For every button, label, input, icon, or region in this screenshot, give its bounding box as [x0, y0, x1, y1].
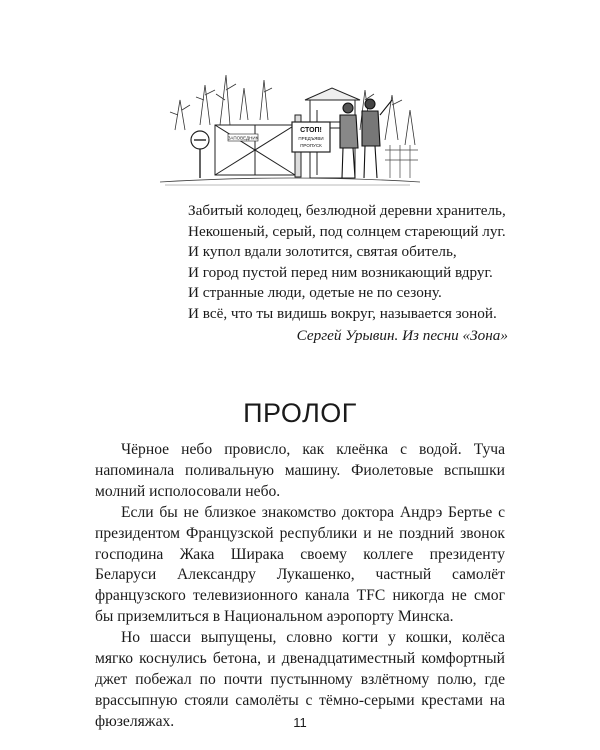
epigraph-line: И всё, что ты видишь вокруг, называется зоной.	[188, 304, 497, 322]
body-text	[95, 440, 505, 733]
epigraph-line: И город пустой перед ним возникающий вдруг.	[188, 263, 493, 281]
paragraph: Чёрное небо провисло, как клеёнка с водой. Туча напоминала поливальную машину. Фиолетовые вспышки молний исполосовали небо.	[95, 441, 505, 500]
epigraph-line: Некошеный, серый, под солнцем стареющий луг.	[188, 222, 506, 240]
gate-label: ЗАПОВЕДНИК	[227, 135, 259, 141]
chapter-title: ПРОЛОГ	[243, 398, 357, 429]
sign-line-pass: ПРОПУСК	[300, 143, 322, 148]
page-number: 11	[293, 715, 307, 730]
epigraph-author: Сергей Урывин. Из песни «Зона»	[296, 326, 508, 344]
epigraph	[188, 201, 508, 346]
epigraph-line: И странные люди, одетые не по сезону.	[188, 284, 442, 302]
checkpoint-illustration	[160, 70, 420, 188]
sign-line-present: ПРЕДЪЯВИ	[298, 136, 324, 141]
fence	[385, 145, 418, 178]
epigraph-line: Забитый колодец, безлюдной деревни хранитель,	[188, 202, 506, 219]
epigraph-line: И купол вдали золотится, святая обитель,	[188, 243, 457, 261]
soldiers	[340, 99, 392, 178]
checkpoint-sketch	[160, 70, 420, 188]
paragraph: Если бы не близкое знакомство доктора Андрэ Бертье с президентом Французской республики и не поздний звонок господина Жака Ширака своему коллеге президенту Беларуси Александру Лукашенко, частный самолёт французского телевизионного канала TFC никогда не смог бы приземлиться в Национальном аэропорту Минска.	[95, 503, 505, 626]
paragraph: Но шасси выпущены, словно когти у кошки, колёса мягко коснулись бетона, и двенадцатиместный комфортный джет побежал по почти пустынному взлётному полю, где врассыпную стояли самолёты с тёмно-серыми крестами на фюзеляжах.	[95, 629, 505, 730]
sign-line-stop: СТОП!	[300, 127, 322, 134]
